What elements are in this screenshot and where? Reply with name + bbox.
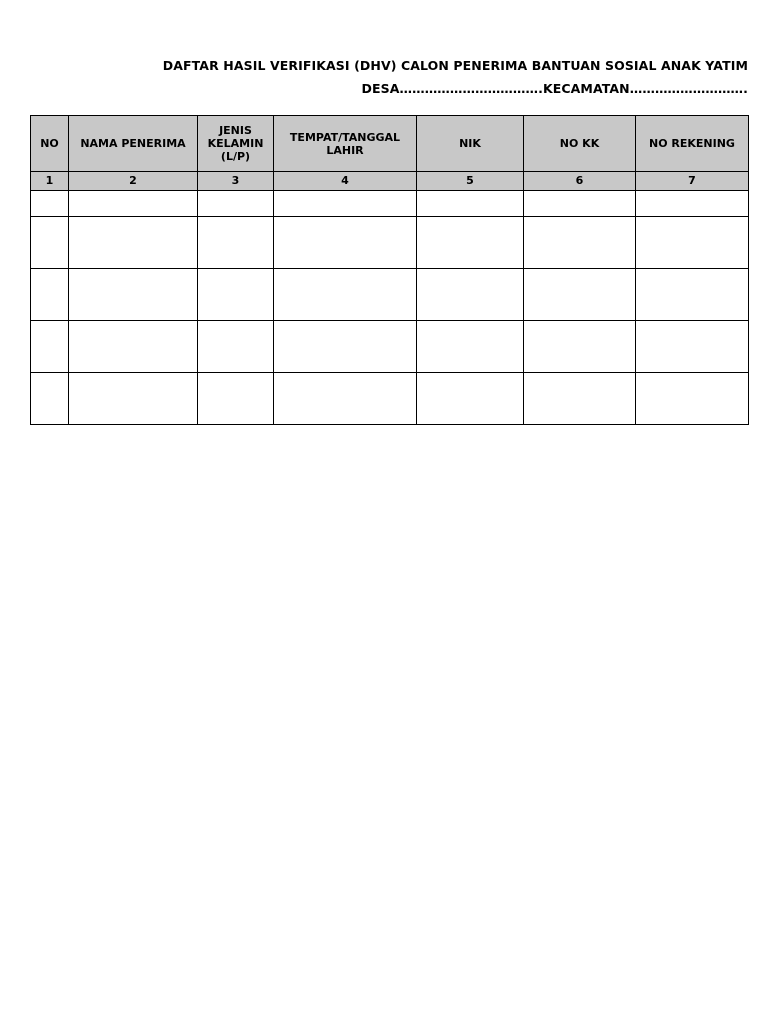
table-cell [417,217,524,269]
table-cell [31,373,69,425]
table-cell [198,373,274,425]
table-cell [636,373,749,425]
table-cell [417,321,524,373]
column-header-jenis-kelamin: JENIS KELAMIN (L/P) [198,116,274,172]
table-cell [198,217,274,269]
table-cell [198,191,274,217]
table-cell [524,321,636,373]
column-header-nama-penerima: NAMA PENERIMA [69,116,198,172]
table-cell [69,191,198,217]
table-cell [524,269,636,321]
table-cell [274,191,417,217]
column-number: 1 [31,172,69,191]
table-row [31,191,749,217]
column-header-no-rekening: NO REKENING [636,116,749,172]
table-cell [636,269,749,321]
table-cell [417,191,524,217]
column-number: 2 [69,172,198,191]
table-cell [274,373,417,425]
table-cell [69,373,198,425]
column-header-no: NO [31,116,69,172]
column-header-tempat-tanggal-lahir: TEMPAT/TANGGAL LAHIR [274,116,417,172]
verification-table [30,115,749,425]
table-cell [274,321,417,373]
document-title: DAFTAR HASIL VERIFIKASI (DHV) CALON PENERIMA BANTUAN SOSIAL ANAK YATIM [162,58,748,73]
table-header-row [31,116,749,172]
table-cell [31,191,69,217]
table-cell [636,217,749,269]
table-cell [31,269,69,321]
column-header-no-kk: NO KK [524,116,636,172]
table-cell [69,217,198,269]
table-cell [198,321,274,373]
table-row [31,373,749,425]
column-number-row [31,172,749,191]
table-cell [31,217,69,269]
column-number: 7 [636,172,749,191]
table-cell [274,269,417,321]
table-cell [636,321,749,373]
table-cell [417,373,524,425]
table-cell [524,217,636,269]
table-cell [524,373,636,425]
table-cell [69,321,198,373]
column-number: 3 [198,172,274,191]
table-cell [69,269,198,321]
table-row [31,321,749,373]
table-row [31,217,749,269]
column-number: 6 [524,172,636,191]
column-number: 5 [417,172,524,191]
table-cell [198,269,274,321]
table-cell [417,269,524,321]
column-header-nik: NIK [417,116,524,172]
table-cell [274,217,417,269]
table-cell [31,321,69,373]
column-number: 4 [274,172,417,191]
document-subtitle: DESA…………………………….KECAMATAN………………………. [361,81,748,96]
table-row [31,269,749,321]
table-cell [524,191,636,217]
table-cell [636,191,749,217]
